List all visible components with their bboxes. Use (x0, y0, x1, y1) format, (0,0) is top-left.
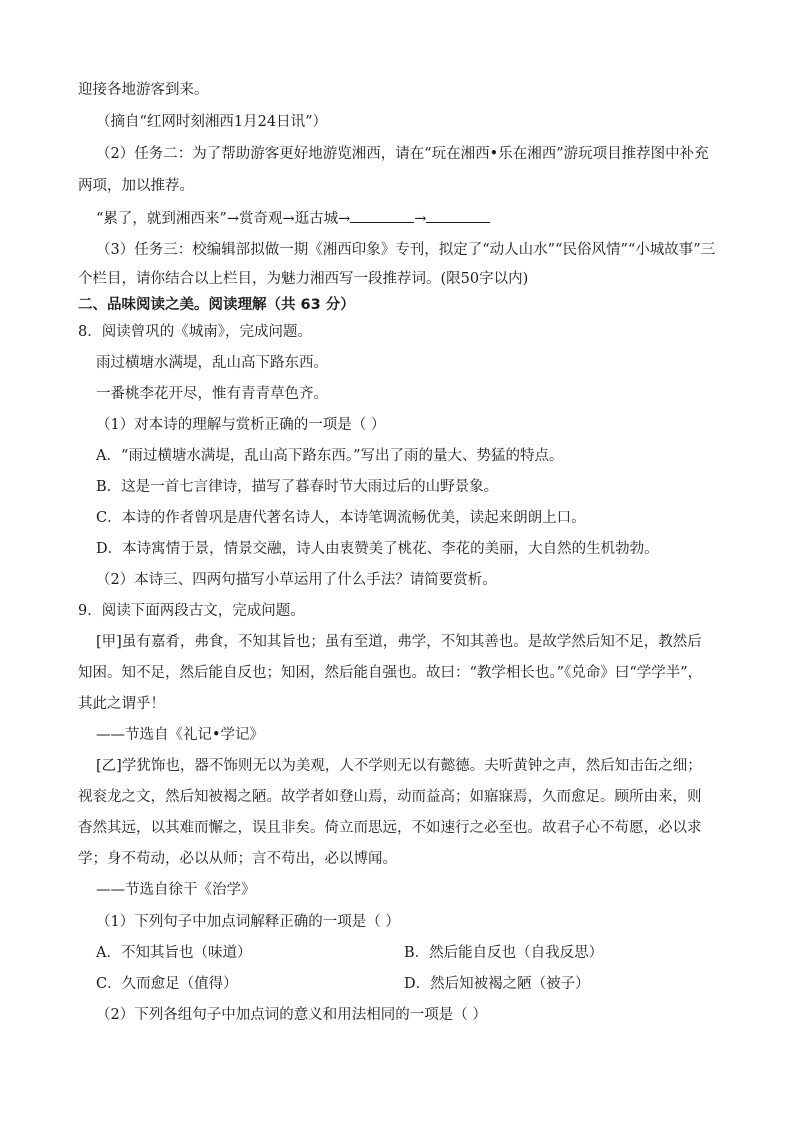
recommendation-chain (96, 208, 736, 229)
option-d: D．然后知被褐之陋（被子） (404, 976, 590, 992)
poem-line: 雨过横塘水满堤，乱山高下路东西。 (96, 355, 328, 371)
section-heading: 二、品味阅读之美。阅读理解（共 63 分） (78, 297, 355, 313)
answer-blank[interactable] (426, 208, 490, 223)
passage-source: ——节选自《礼记•学记》 (96, 727, 265, 743)
text-line: 个栏目，请你结合以上栏目，为魅力湘西写一段推荐词。(限50字以内) (78, 271, 529, 287)
passage-line: [乙]学犹饰也，器不饰则无以为美观，人不学则无以有懿德。夫听黄钟之声，然后知击缶之细； (96, 758, 702, 774)
option-b: B．这是一首七言律诗，描写了暮春时节大雨过后的山野景象。 (96, 479, 499, 495)
passage-line: 知困。知不足，然后能自反也；知困，然后能自强也。故曰：“教学相长也。”《兑命》曰“学学半”， (78, 665, 703, 681)
poem-line: 一番桃李花开尽，惟有青青草色齐。 (96, 386, 328, 402)
passage-line: [甲]虽有嘉肴，弗食，不知其旨也；虽有至道，弗学，不知其善也。是故学然后知不足，教然后 (96, 634, 702, 650)
sub-question: （2）下列各组句子中加点词的意义和用法相同的一项是（ ） (96, 1007, 487, 1023)
sub-question: （2）本诗三、四两句描写小草运用了什么手法？请简要赏析。 (96, 572, 497, 588)
passage-line: 视衮龙之文，然后知被褐之陋。故学者如登山焉，动而益高；如寤寐焉，久而愈足。顾所由来，则 (78, 789, 702, 805)
passage-line: 杳然其远，以其难而懈之，误且非矣。倚立而思远，不如速行之必至也。故君子心不苟愿，必以求 (78, 820, 702, 836)
passage-source: ——节选自徐干《治学》 (96, 882, 256, 898)
question-8: 8．阅读曾巩的《城南》，完成问题。 (78, 324, 312, 340)
option-row (96, 943, 736, 963)
option-c: C．本诗的作者曾巩是唐代著名诗人，本诗笔调流畅优美，读起来朗朗上口。 (96, 510, 586, 526)
option-d: D．本诗寓情于景，情景交融，诗人由衷赞美了桃花、李花的美丽，大自然的生机勃勃。 (96, 541, 659, 557)
task-two-prompt: （2）任务二：为了帮助游客更好地游览湘西，请在“玩在湘西•乐在湘西”游玩项目推荐图中补充 (96, 146, 709, 162)
passage-line: 学；身不苟动，必以从师；言不苟出，必以博闻。 (78, 851, 397, 867)
option-b: B．然后能自反也（自我反思） (404, 945, 604, 961)
chain-text: “累了，就到湘西来”→赏奇观→逛古城→ (96, 211, 351, 227)
sub-question: （1）对本诗的理解与赏析正确的一项是（ ） (96, 417, 386, 433)
source-note: （摘自“红网时刻湘西1月24日讯”） (96, 114, 328, 130)
option-row (96, 974, 736, 994)
text-line: 迎接各地游客到来。 (78, 82, 209, 98)
question-9: 9．阅读下面两段古文，完成问题。 (78, 603, 305, 619)
task-three-prompt: （3）任务三：校编辑部拟做一期《湘西印象》专刊，拟定了“动人山水”“民俗风情”“小城故事”三 (96, 242, 716, 258)
arrow-icon: → (414, 211, 427, 227)
option-a: A．不知其旨也（味道） (96, 945, 252, 961)
option-c: C．久而愈足（值得） (96, 976, 238, 992)
answer-blank[interactable] (350, 208, 414, 223)
option-a: A．“雨过横塘水满堤，乱山高下路东西。”写出了雨的量大、势猛的特点。 (96, 448, 564, 464)
sub-question: （1）下列句子中加点词解释正确的一项是（ ） (96, 914, 400, 930)
passage-line: 其此之谓乎！ (78, 696, 165, 712)
text-line: 两项，加以推荐。 (78, 178, 194, 194)
